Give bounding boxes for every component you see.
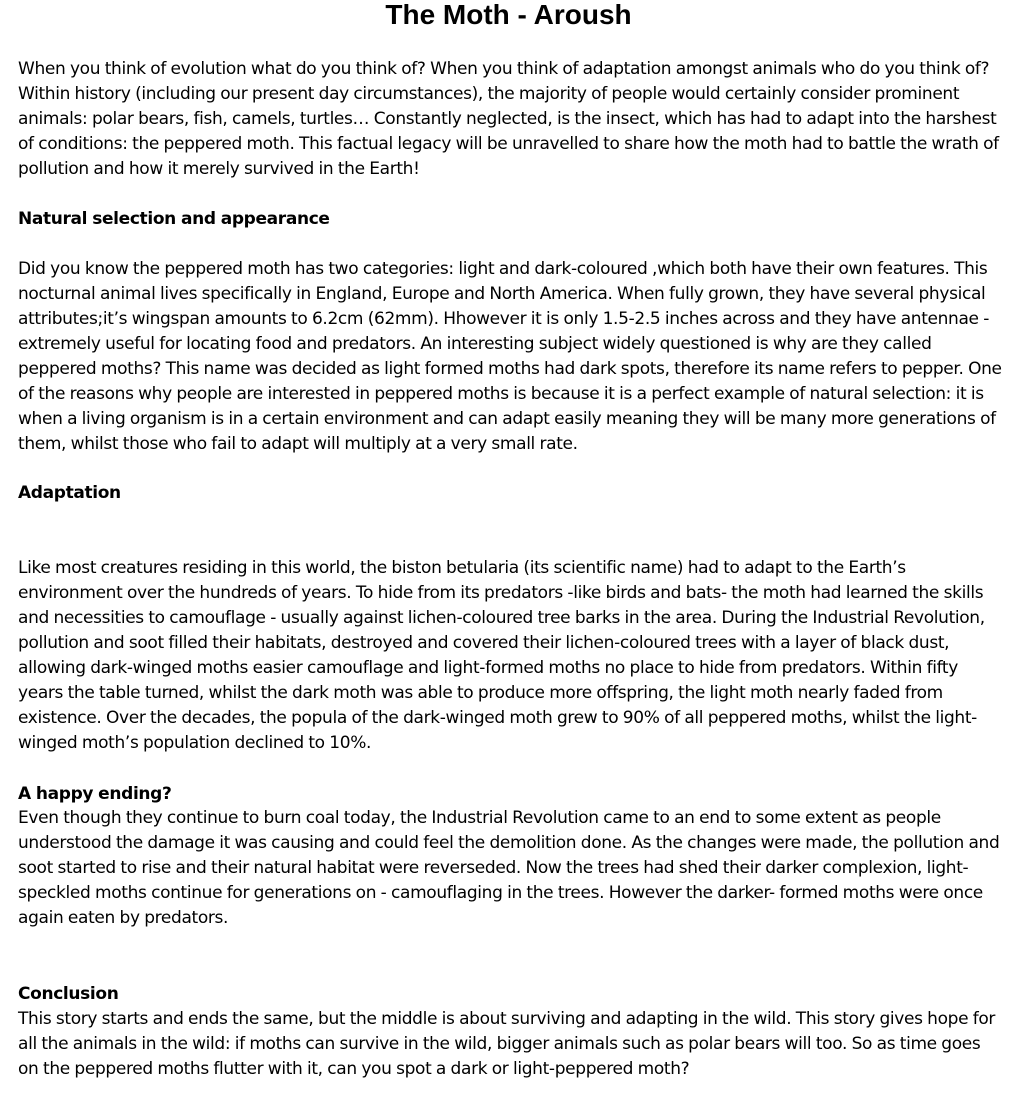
paragraph-conclusion: This story starts and ends the same, but the middle is about surviving and adapting in the wild. This story gives hope for all the animals in the wild: if moths can survive in the wild, bigger animals such as polar bears will too. So as time goes on the peppered moths flutter with it, can you spot a dark or light-peppered moth? [18, 1009, 996, 1079]
heading-adaptation: Adaptation [18, 483, 121, 503]
intro-paragraph: When you think of evolution what do you think of? When you think of adaptation amongst animals who do you think of? Within history (including our present day circumstances), the majority of people would certainly consider prominent animals: polar bears, fish, camels, turtles… Constantly neglected, is the insect, which has had to adapt into the harshest of conditions: the peppered moth. This factual legacy will be unravelled to share how the moth had to battle the wrath of pollution and how it merely survived in the Earth! [18, 59, 999, 179]
heading-happy-ending: A happy ending? [18, 784, 172, 804]
paragraph-happy-ending: Even though they continue to burn coal today, the Industrial Revolution came to an end to some extent as people understood the damage it was causing and could feel the demolition done. As the changes were made, the pollution and soot started to rise and their natural habitat were reverseded. Now the trees had shed their darker complexion, light-speckled moths continue for generations on - camouflaging in the trees. However the darker- formed moths were once again eaten by predators. [18, 808, 1000, 928]
heading-natural-selection: Natural selection and appearance [18, 209, 330, 229]
paragraph-natural-selection: Did you know the peppered moth has two categories: light and dark-coloured ,which both have their own features. This nocturnal animal lives specifically in England, Europe and North America. When fully grown, they have several physical attributes;it’s wingspan amounts to 6.2cm (62mm). Hhowever it is only 1.5-2.5 inches across and they have antennae -extremely useful for locating food and predators. An interesting subject widely questioned is why are they called peppered moths? This name was decided as light formed moths had dark spots, therefore its name refers to pepper. One of the reasons why people are interested in peppered moths is because it is a perfect example of natural selection: it is when a living organism is in a certain environment and can adapt easily meaning they will be many more generations of them, whilst those who fail to adapt will multiply at a very small rate. [18, 259, 1002, 454]
paragraph-adaptation: Like most creatures residing in this world, the biston betularia (its scientific name) had to adapt to the Earth’s environment over the hundreds of years. To hide from its predators -like birds and bats- the moth had learned the skills and necessities to camouflage - usually against lichen-coloured tree barks in the area. During the Industrial Revolution, pollution and soot filled their habitats, destroyed and covered their lichen-coloured trees with a layer of black dust, allowing dark-winged moths easier camouflage and light-formed moths no place to hide from predators. Within fifty years the table turned, whilst the dark moth was able to produce more offspring, the light moth nearly faded from existence. Over the decades, the popula of the dark-winged moth grew to 90% of all peppered moths, whilst the light-winged moth’s population declined to 10%. [18, 558, 985, 753]
heading-conclusion: Conclusion [18, 984, 119, 1004]
page-title: The Moth - Aroush [385, 0, 632, 30]
